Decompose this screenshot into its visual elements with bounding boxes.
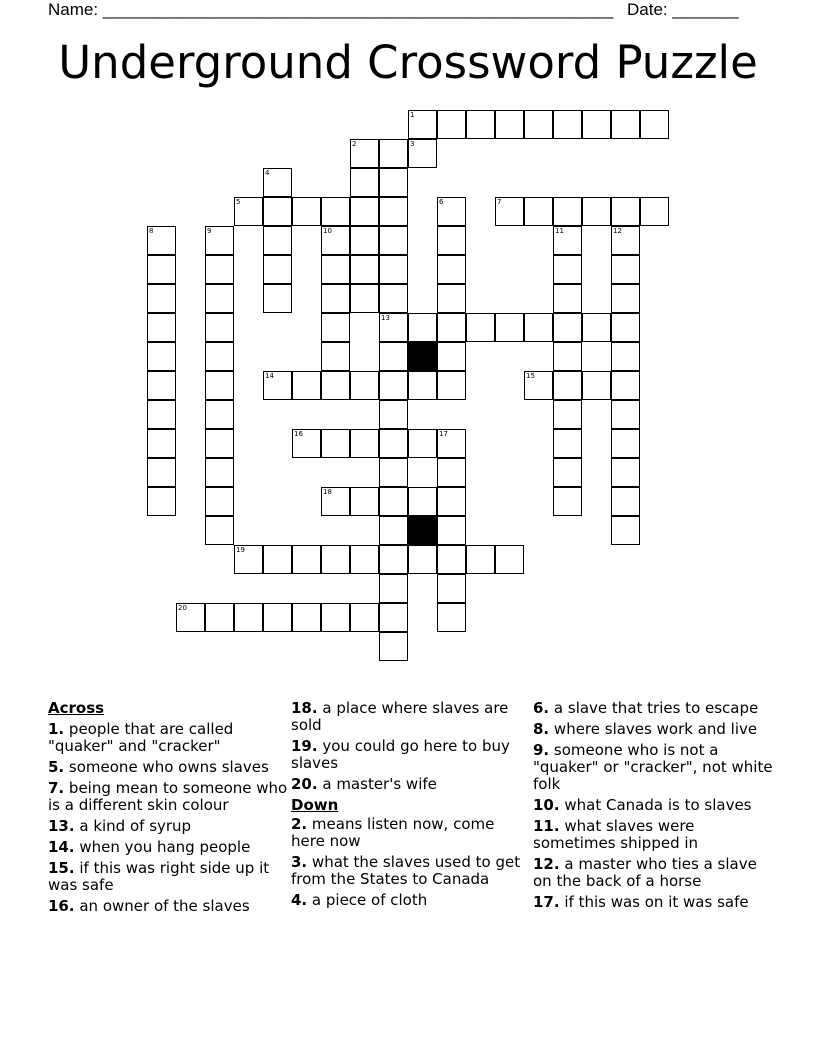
cell-number: 15 <box>526 372 535 380</box>
grid-cell[interactable] <box>321 487 350 516</box>
grid-cell[interactable] <box>553 284 582 313</box>
clue-number: 14. <box>48 838 75 856</box>
cell-number: 20 <box>178 604 187 612</box>
clue-down-9 <box>533 742 773 793</box>
grid-cell[interactable] <box>437 313 466 342</box>
grid-cell[interactable] <box>292 603 321 632</box>
clue-text: a piece of cloth <box>311 891 428 909</box>
clue-text: people that are called "quaker" and "cracker" <box>48 720 234 755</box>
grid-cell[interactable] <box>437 342 466 371</box>
grid-cell[interactable] <box>205 429 234 458</box>
grid-cell[interactable] <box>205 255 234 284</box>
grid-cell[interactable] <box>582 110 611 139</box>
clue-number: 9. <box>533 741 550 759</box>
grid-cell[interactable] <box>437 371 466 400</box>
cell-number: 19 <box>236 546 245 554</box>
grid-cell[interactable] <box>553 487 582 516</box>
clue-text: you could go here to buy slaves <box>291 737 510 772</box>
grid-cell[interactable] <box>611 197 640 226</box>
grid-cell[interactable] <box>408 371 437 400</box>
clue-text: a kind of syrup <box>79 817 192 835</box>
grid-cell[interactable] <box>147 226 176 255</box>
grid-cell[interactable] <box>408 545 437 574</box>
grid-cell[interactable] <box>437 110 466 139</box>
grid-cell[interactable] <box>379 168 408 197</box>
cell-number: 9 <box>207 227 212 235</box>
grid-cell[interactable] <box>437 458 466 487</box>
clue-text: where slaves work and live <box>553 720 758 738</box>
clue-text: a slave that tries to escape <box>553 699 759 717</box>
grid-cell[interactable] <box>234 545 263 574</box>
grid-cell[interactable] <box>553 110 582 139</box>
grid-cell[interactable] <box>263 284 292 313</box>
grid-cell[interactable] <box>553 342 582 371</box>
clue-number: 13. <box>48 817 75 835</box>
grid-cell[interactable] <box>321 342 350 371</box>
grid-cell[interactable] <box>234 603 263 632</box>
grid-cell[interactable] <box>292 371 321 400</box>
cell-number: 11 <box>555 227 564 235</box>
clue-down-6 <box>533 700 773 717</box>
grid-cell[interactable] <box>147 371 176 400</box>
clue-across-20 <box>291 776 523 793</box>
clue-text: being mean to someone who is a different skin colour <box>48 779 288 814</box>
grid-cell[interactable] <box>205 487 234 516</box>
grid-cell[interactable] <box>321 284 350 313</box>
clue-number: 7. <box>48 779 65 797</box>
grid-cell[interactable] <box>205 371 234 400</box>
clue-across-15 <box>48 860 288 894</box>
grid-cell[interactable] <box>321 603 350 632</box>
cell-number: 5 <box>236 198 241 206</box>
grid-cell[interactable] <box>321 313 350 342</box>
date-field[interactable]: Date: _______ <box>627 0 739 19</box>
clue-text: what Canada is to slaves <box>564 796 752 814</box>
clue-across-5 <box>48 759 288 776</box>
grid-cell[interactable] <box>408 313 437 342</box>
grid-cell[interactable] <box>292 197 321 226</box>
clue-number: 2. <box>291 815 308 833</box>
clue-down-12 <box>533 856 773 890</box>
grid-cell[interactable] <box>263 255 292 284</box>
grid-cell[interactable] <box>379 429 408 458</box>
grid-cell[interactable] <box>263 197 292 226</box>
clue-text: an owner of the slaves <box>79 897 250 915</box>
grid-cell[interactable] <box>611 516 640 545</box>
grid-cell[interactable] <box>553 313 582 342</box>
grid-cell[interactable] <box>437 197 466 226</box>
clue-text: what slaves were sometimes shipped in <box>533 817 699 852</box>
grid-block-cell <box>408 342 437 371</box>
grid-cell[interactable] <box>321 371 350 400</box>
grid-cell[interactable] <box>350 255 379 284</box>
grid-cell[interactable] <box>437 574 466 603</box>
grid-cell[interactable] <box>437 429 466 458</box>
clue-number: 10. <box>533 796 560 814</box>
grid-cell[interactable] <box>147 342 176 371</box>
grid-cell[interactable] <box>553 429 582 458</box>
clue-text: a master who ties a slave on the back of a horse <box>533 855 757 890</box>
grid-cell[interactable] <box>408 139 437 168</box>
grid-cell[interactable] <box>611 226 640 255</box>
clue-across-14 <box>48 839 288 856</box>
grid-cell[interactable] <box>379 516 408 545</box>
grid-cell[interactable] <box>176 603 205 632</box>
grid-cell[interactable] <box>234 197 263 226</box>
grid-cell[interactable] <box>147 284 176 313</box>
clue-number: 8. <box>533 720 550 738</box>
grid-cell[interactable] <box>437 545 466 574</box>
grid-cell[interactable] <box>437 603 466 632</box>
grid-cell[interactable] <box>611 255 640 284</box>
grid-cell[interactable] <box>350 168 379 197</box>
grid-cell[interactable] <box>524 197 553 226</box>
cell-number: 1 <box>410 111 415 119</box>
grid-cell[interactable] <box>379 313 408 342</box>
clue-text: when you hang people <box>79 838 251 856</box>
cell-number: 17 <box>439 430 448 438</box>
down-heading: Down <box>291 796 339 814</box>
clue-number: 1. <box>48 720 65 738</box>
grid-cell[interactable] <box>408 110 437 139</box>
clue-across-16 <box>48 898 288 915</box>
grid-cell[interactable] <box>379 342 408 371</box>
grid-cell[interactable] <box>350 139 379 168</box>
grid-cell[interactable] <box>437 255 466 284</box>
grid-cell[interactable] <box>350 226 379 255</box>
clue-number: 11. <box>533 817 560 835</box>
grid-cell[interactable] <box>350 284 379 313</box>
grid-cell[interactable] <box>611 110 640 139</box>
cell-number: 14 <box>265 372 274 380</box>
grid-cell[interactable] <box>379 603 408 632</box>
clue-number: 20. <box>291 775 318 793</box>
grid-cell[interactable] <box>553 255 582 284</box>
clue-column-1 <box>48 700 288 919</box>
grid-cell[interactable] <box>611 429 640 458</box>
clue-across-7 <box>48 780 288 814</box>
cell-number: 2 <box>352 140 357 148</box>
grid-cell[interactable] <box>553 371 582 400</box>
clue-text: a place where slaves are sold <box>291 699 509 734</box>
grid-cell[interactable] <box>611 342 640 371</box>
grid-cell[interactable] <box>379 284 408 313</box>
grid-cell[interactable] <box>582 371 611 400</box>
clue-text: if this was right side up it was safe <box>48 859 270 894</box>
clue-down-10 <box>533 797 773 814</box>
clue-text: someone who is not a "quaker" or "cracker", not white folk <box>533 741 773 793</box>
name-field[interactable]: Name: ______________________________________________________ <box>48 0 614 19</box>
clue-down-2 <box>291 816 523 850</box>
grid-cell[interactable] <box>553 197 582 226</box>
grid-cell[interactable] <box>524 110 553 139</box>
grid-cell[interactable] <box>350 429 379 458</box>
grid-cell[interactable] <box>321 545 350 574</box>
clue-down-17 <box>533 894 773 911</box>
grid-cell[interactable] <box>466 545 495 574</box>
clue-text: if this was on it was safe <box>564 893 749 911</box>
grid-cell[interactable] <box>205 516 234 545</box>
clue-down-11 <box>533 818 773 852</box>
grid-cell[interactable] <box>379 226 408 255</box>
cell-number: 8 <box>149 227 154 235</box>
grid-cell[interactable] <box>553 458 582 487</box>
grid-cell[interactable] <box>205 313 234 342</box>
clue-across-13 <box>48 818 288 835</box>
grid-cell[interactable] <box>408 429 437 458</box>
grid-cell[interactable] <box>205 400 234 429</box>
page-title: Underground Crossword Puzzle <box>58 36 758 89</box>
grid-cell[interactable] <box>350 603 379 632</box>
clue-number: 17. <box>533 893 560 911</box>
grid-cell[interactable] <box>466 313 495 342</box>
grid-cell[interactable] <box>350 487 379 516</box>
grid-cell[interactable] <box>524 313 553 342</box>
grid-cell[interactable] <box>524 371 553 400</box>
clue-column-3 <box>533 700 773 915</box>
grid-cell[interactable] <box>205 603 234 632</box>
grid-cell[interactable] <box>495 313 524 342</box>
grid-cell[interactable] <box>205 226 234 255</box>
grid-cell[interactable] <box>263 371 292 400</box>
grid-cell[interactable] <box>263 545 292 574</box>
clue-number: 12. <box>533 855 560 873</box>
grid-cell[interactable] <box>263 168 292 197</box>
grid-cell[interactable] <box>379 458 408 487</box>
grid-cell[interactable] <box>321 226 350 255</box>
clue-number: 19. <box>291 737 318 755</box>
clue-number: 18. <box>291 699 318 717</box>
cell-number: 12 <box>613 227 622 235</box>
clue-column-2 <box>291 700 523 913</box>
grid-cell[interactable] <box>582 197 611 226</box>
grid-block-cell <box>408 516 437 545</box>
clue-across-1 <box>48 721 288 755</box>
clue-across-19 <box>291 738 523 772</box>
grid-cell[interactable] <box>437 487 466 516</box>
grid-cell[interactable] <box>350 545 379 574</box>
grid-cell[interactable] <box>611 487 640 516</box>
clue-number: 16. <box>48 897 75 915</box>
grid-cell[interactable] <box>147 458 176 487</box>
grid-cell[interactable] <box>379 255 408 284</box>
grid-cell[interactable] <box>147 429 176 458</box>
grid-cell[interactable] <box>640 197 669 226</box>
grid-cell[interactable] <box>495 110 524 139</box>
grid-cell[interactable] <box>611 284 640 313</box>
grid-cell[interactable] <box>379 487 408 516</box>
clue-text: means listen now, come here now <box>291 815 495 850</box>
grid-cell[interactable] <box>495 197 524 226</box>
grid-cell[interactable] <box>379 574 408 603</box>
clue-text: someone who owns slaves <box>68 758 269 776</box>
grid-cell[interactable] <box>292 545 321 574</box>
cell-number: 6 <box>439 198 444 206</box>
grid-cell[interactable] <box>611 313 640 342</box>
grid-cell[interactable] <box>379 371 408 400</box>
grid-cell[interactable] <box>553 226 582 255</box>
grid-cell[interactable] <box>611 371 640 400</box>
grid-cell[interactable] <box>495 545 524 574</box>
grid-cell[interactable] <box>379 139 408 168</box>
grid-cell[interactable] <box>437 284 466 313</box>
cell-number: 3 <box>410 140 415 148</box>
clue-across-18 <box>291 700 523 734</box>
cell-number: 4 <box>265 169 270 177</box>
grid-cell[interactable] <box>147 400 176 429</box>
grid-cell[interactable] <box>582 313 611 342</box>
clue-down-3 <box>291 854 523 888</box>
grid-cell[interactable] <box>611 458 640 487</box>
clue-down-4 <box>291 892 523 909</box>
grid-cell[interactable] <box>611 400 640 429</box>
grid-cell[interactable] <box>466 110 495 139</box>
clue-text: a master's wife <box>322 775 437 793</box>
clue-text: what the slaves used to get from the States to Canada <box>291 853 521 888</box>
cell-number: 18 <box>323 488 332 496</box>
cell-number: 16 <box>294 430 303 438</box>
cell-number: 13 <box>381 314 390 322</box>
grid-cell[interactable] <box>640 110 669 139</box>
grid-cell[interactable] <box>553 400 582 429</box>
grid-cell[interactable] <box>321 197 350 226</box>
grid-cell[interactable] <box>379 545 408 574</box>
grid-cell[interactable] <box>379 632 408 661</box>
grid-cell[interactable] <box>437 226 466 255</box>
grid-cell[interactable] <box>292 429 321 458</box>
grid-cell[interactable] <box>205 342 234 371</box>
clue-number: 5. <box>48 758 65 776</box>
grid-cell[interactable] <box>350 371 379 400</box>
clue-number: 4. <box>291 891 308 909</box>
grid-cell[interactable] <box>321 429 350 458</box>
grid-cell[interactable] <box>379 197 408 226</box>
clue-number: 15. <box>48 859 75 877</box>
clue-down-8 <box>533 721 773 738</box>
grid-cell[interactable] <box>437 516 466 545</box>
cell-number: 10 <box>323 227 332 235</box>
grid-cell[interactable] <box>147 487 176 516</box>
grid-cell[interactable] <box>205 458 234 487</box>
across-heading: Across <box>48 699 105 717</box>
grid-cell[interactable] <box>147 255 176 284</box>
grid-cell[interactable] <box>408 487 437 516</box>
grid-cell[interactable] <box>147 313 176 342</box>
grid-cell[interactable] <box>263 226 292 255</box>
grid-cell[interactable] <box>379 400 408 429</box>
grid-cell[interactable] <box>263 603 292 632</box>
cell-number: 7 <box>497 198 502 206</box>
grid-cell[interactable] <box>205 284 234 313</box>
grid-cell[interactable] <box>321 255 350 284</box>
grid-cell[interactable] <box>350 197 379 226</box>
clue-number: 3. <box>291 853 308 871</box>
clue-number: 6. <box>533 699 550 717</box>
